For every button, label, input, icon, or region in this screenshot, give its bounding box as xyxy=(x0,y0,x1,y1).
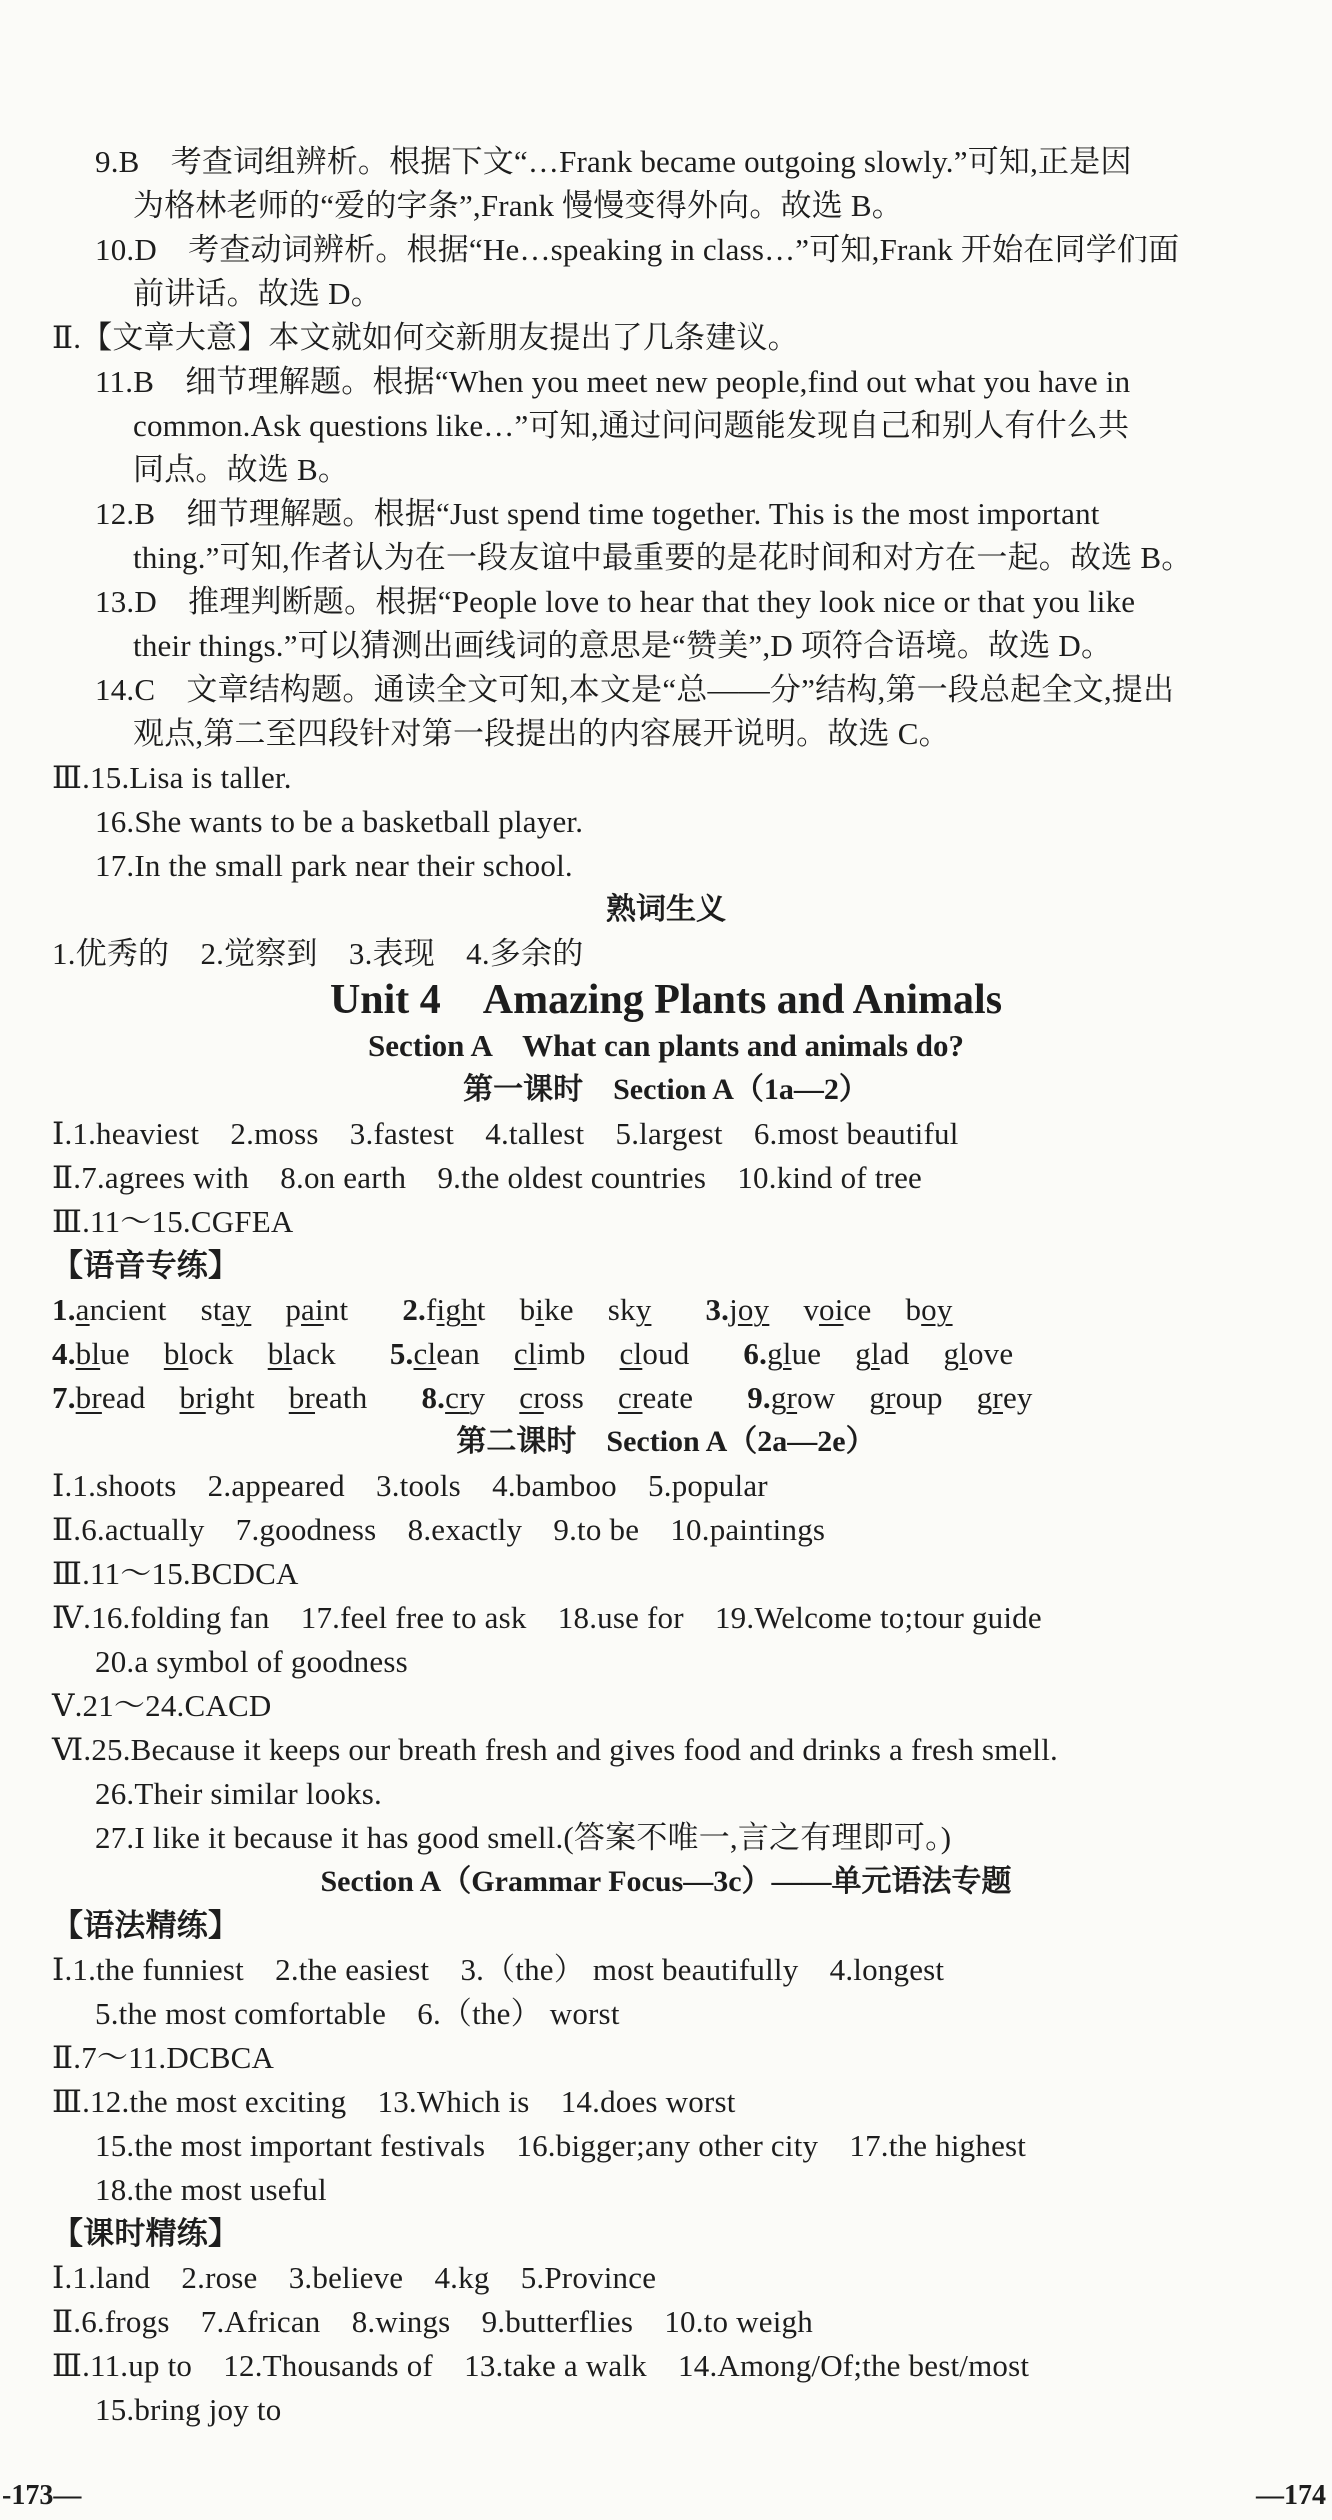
phonics-group-number: 5. xyxy=(389,1336,414,1371)
lesson2-heading: 第二课时 Section A（2a—2e） xyxy=(456,1425,876,1458)
shuci-answers: 1.优秀的 2.觉察到 3.表现 4.多余的 xyxy=(52,936,584,971)
phonics-underlined-letters: gr xyxy=(869,1380,896,1415)
phonics-underlined-letters: gl xyxy=(943,1336,968,1371)
phonics-word: 8.cry xyxy=(421,1380,486,1415)
answer-12-line2: thing.”可知,作者认为在一段友谊中最重要的是花时间和对方在一起。故选 B。 xyxy=(133,540,1193,575)
unit-title: Unit 4 Amazing Plants and Animals xyxy=(329,977,1003,1023)
phonics-word: voice xyxy=(803,1292,872,1327)
passage-summary: Ⅱ.【文章大意】本文就如何交新朋友提出了几条建议。 xyxy=(52,320,799,355)
phonics-underlined-letters: bl xyxy=(75,1336,101,1371)
answer-11-line2: common.Ask questions like…”可知,通过问问题能发现自己和别人有什么共 xyxy=(133,408,1130,443)
shuci-heading: 熟词生义 xyxy=(606,893,726,926)
answer-13-line1: 13.D 推理判断题。根据“People love to hear that they look nice or that you like xyxy=(95,584,1136,619)
phonics-group-number: 2. xyxy=(402,1292,426,1327)
phonics-underlined-letters: i xyxy=(535,1292,545,1327)
lesson1-part-1: Ⅰ.1.heaviest 2.moss 3.fastest 4.tallest 5.largest 6.most beautiful xyxy=(52,1116,959,1151)
answer-17: 17.In the small park near their school. xyxy=(95,848,573,883)
answer-16: 16.She wants to be a basketball player. xyxy=(95,804,584,839)
answer-14-line2: 观点,第二至四段针对第一段提出的内容展开说明。故选 C。 xyxy=(133,716,950,751)
phonics-word: 1.ancient xyxy=(52,1292,167,1327)
lesson-practice-heading: 【课时精练】 xyxy=(52,2216,240,2251)
lesson2-answer-27: 27.I like it because it has good smell.(答案不唯一,言之有理即可。) xyxy=(95,1820,952,1855)
phonics-heading: 【语音专练】 xyxy=(52,1248,240,1283)
phonics-word: group xyxy=(869,1380,943,1415)
lesson1-part-2: Ⅱ.7.agrees with 8.on earth 9.the oldest countries 10.kind of tree xyxy=(52,1160,922,1195)
answer-10-line2: 前讲话。故选 D。 xyxy=(133,276,382,311)
grammar-part-1: Ⅰ.1.the funniest 2.the easiest 3.（the） most beautifully 4.longest xyxy=(52,1952,945,1987)
phonics-word: 5.clean xyxy=(389,1336,480,1371)
phonics-word: bike xyxy=(519,1292,574,1327)
lesson2-answer-26: 26.Their similar looks. xyxy=(95,1776,383,1811)
phonics-underlined-letters: br xyxy=(179,1380,206,1415)
phonics-underlined-letters: br xyxy=(288,1380,316,1415)
practice-part-1: Ⅰ.1.land 2.rose 3.believe 4.kg 5.Province xyxy=(52,2260,657,2295)
lesson2-part-4: Ⅳ.16.folding fan 17.feel free to ask 18.use for 19.Welcome to;tour guide xyxy=(52,1600,1042,1635)
phonics-row-2 xyxy=(52,1334,1067,1374)
phonics-underlined-letters: gl xyxy=(767,1336,792,1371)
phonics-word: create xyxy=(618,1380,694,1415)
phonics-group-number: 1. xyxy=(52,1292,76,1327)
phonics-word: glad xyxy=(855,1336,910,1371)
page-number-left: -173— xyxy=(2,2480,82,2511)
phonics-underlined-letters: gr xyxy=(976,1380,1003,1415)
lesson2-part-6: Ⅵ.25.Because it keeps our breath fresh and gives food and drinks a fresh smell. xyxy=(52,1732,1058,1767)
phonics-group-number: 7. xyxy=(52,1380,76,1415)
phonics-word: glove xyxy=(943,1336,1014,1371)
phonics-underlined-letters: ay xyxy=(221,1292,252,1327)
phonics-group-number: 6. xyxy=(743,1336,768,1371)
phonics-underlined-letters: cr xyxy=(445,1380,470,1415)
phonics-word: paint xyxy=(285,1292,349,1327)
phonics-underlined-letters: br xyxy=(75,1380,102,1415)
phonics-underlined-letters: oi xyxy=(819,1292,844,1327)
grammar-heading: Section A（Grammar Focus—3c）——单元语法专题 xyxy=(320,1865,1012,1898)
grammar-part-3: Ⅲ.12.the most exciting 13.Which is 14.does worst xyxy=(52,2084,736,2119)
phonics-underlined-letters: cr xyxy=(618,1380,643,1415)
grammar-part-2: Ⅱ.7～11.DCBCA xyxy=(52,2040,275,2075)
answer-13-line2: their things.”可以猜测出画线词的意思是“赞美”,D 项符合语境。故选 D。 xyxy=(133,628,1113,663)
phonics-underlined-letters: gl xyxy=(855,1336,880,1371)
lesson1-heading: 第一课时 Section A（1a—2） xyxy=(463,1073,869,1106)
grammar-part-3-cont1: 15.the most important festivals 16.bigger;any other city 17.the highest xyxy=(95,2128,1027,2163)
answer-14-line1: 14.C 文章结构题。通读全文可知,本文是“总——分”结构,第一段总起全文,提出 xyxy=(95,672,1175,707)
phonics-underlined-letters: igh xyxy=(436,1292,477,1327)
phonics-word: 9.grow xyxy=(747,1380,836,1415)
phonics-word: cross xyxy=(519,1380,585,1415)
section-a-title: Section A What can plants and animals do? xyxy=(367,1028,965,1063)
phonics-word: cloud xyxy=(619,1336,690,1371)
phonics-underlined-letters: ai xyxy=(301,1292,324,1327)
answer-9-line1: 9.B 考查词组辨析。根据下文“…Frank became outgoing slowly.”可知,正是因 xyxy=(95,144,1132,179)
grammar-practice-heading: 【语法精练】 xyxy=(52,1908,240,1943)
phonics-word: boy xyxy=(905,1292,953,1327)
phonics-word: breath xyxy=(288,1380,368,1415)
phonics-word: 2.fight xyxy=(402,1292,486,1327)
practice-part-2: Ⅱ.6.frogs 7.African 8.wings 9.butterflies 10.to weigh xyxy=(52,2304,813,2339)
phonics-word: stay xyxy=(200,1292,252,1327)
phonics-group-number: 8. xyxy=(421,1380,446,1415)
answer-9-line2: 为格林老师的“爱的字条”,Frank 慢慢变得外向。故选 B。 xyxy=(133,188,903,223)
phonics-underlined-letters: gr xyxy=(770,1380,798,1415)
phonics-underlined-letters: oy xyxy=(921,1292,953,1327)
lesson2-part-5: Ⅴ.21～24.CACD xyxy=(52,1688,272,1723)
lesson1-part-3: Ⅲ.11～15.CGFEA xyxy=(52,1204,294,1239)
phonics-word: grey xyxy=(976,1380,1033,1415)
phonics-underlined-letters: cr xyxy=(519,1380,544,1415)
lesson2-part-2: Ⅱ.6.actually 7.goodness 8.exactly 9.to be 10.paintings xyxy=(52,1512,826,1547)
answer-15: Ⅲ.15.Lisa is taller. xyxy=(52,760,292,795)
phonics-word: 3.joy xyxy=(705,1292,770,1327)
phonics-word: climb xyxy=(513,1336,586,1371)
phonics-group-number: 3. xyxy=(705,1292,730,1327)
phonics-word: sky xyxy=(607,1292,652,1327)
phonics-underlined-letters: y xyxy=(635,1292,652,1327)
answer-12-line1: 12.B 细节理解题。根据“Just spend time together. This is the most important xyxy=(95,496,1100,531)
phonics-underlined-letters: cl xyxy=(513,1336,537,1371)
answer-10-line1: 10.D 考查动词辨析。根据“He…speaking in class…”可知,Frank 开始在同学们面 xyxy=(95,232,1180,267)
practice-part-3: Ⅲ.11.up to 12.Thousands of 13.take a walk 14.Among/Of;the best/most xyxy=(52,2348,1030,2383)
phonics-row-3 xyxy=(52,1378,1087,1418)
phonics-underlined-letters: cl xyxy=(619,1336,643,1371)
phonics-group-number: 4. xyxy=(52,1336,76,1371)
phonics-underlined-letters: bl xyxy=(163,1336,189,1371)
grammar-part-1-cont: 5.the most comfortable 6.（the） worst xyxy=(95,1996,620,2031)
page-number-right: —174 xyxy=(1256,2480,1326,2511)
phonics-underlined-letters: cl xyxy=(413,1336,437,1371)
phonics-word: 6.glue xyxy=(743,1336,822,1371)
grammar-part-3-cont2: 18.the most useful xyxy=(95,2172,327,2207)
lesson2-part-1: Ⅰ.1.shoots 2.appeared 3.tools 4.bamboo 5.popular xyxy=(52,1468,768,1503)
phonics-row-1 xyxy=(52,1290,1007,1330)
lesson2-part-4-cont: 20.a symbol of goodness xyxy=(95,1644,408,1679)
phonics-underlined-letters: a xyxy=(75,1292,90,1327)
phonics-word: black xyxy=(267,1336,336,1371)
phonics-group-number: 9. xyxy=(747,1380,771,1415)
phonics-underlined-letters: bl xyxy=(267,1336,293,1371)
answer-11-line3: 同点。故选 B。 xyxy=(133,452,350,487)
phonics-underlined-letters: oy xyxy=(737,1292,770,1327)
phonics-word: bright xyxy=(179,1380,255,1415)
answer-11-line1: 11.B 细节理解题。根据“When you meet new people,find out what you have in xyxy=(95,364,1131,399)
practice-answer-15: 15.bring joy to xyxy=(95,2392,282,2427)
phonics-word: block xyxy=(163,1336,234,1371)
phonics-word: 7.bread xyxy=(52,1380,146,1415)
phonics-word: 4.blue xyxy=(52,1336,130,1371)
lesson2-part-3: Ⅲ.11～15.BCDCA xyxy=(52,1556,299,1591)
